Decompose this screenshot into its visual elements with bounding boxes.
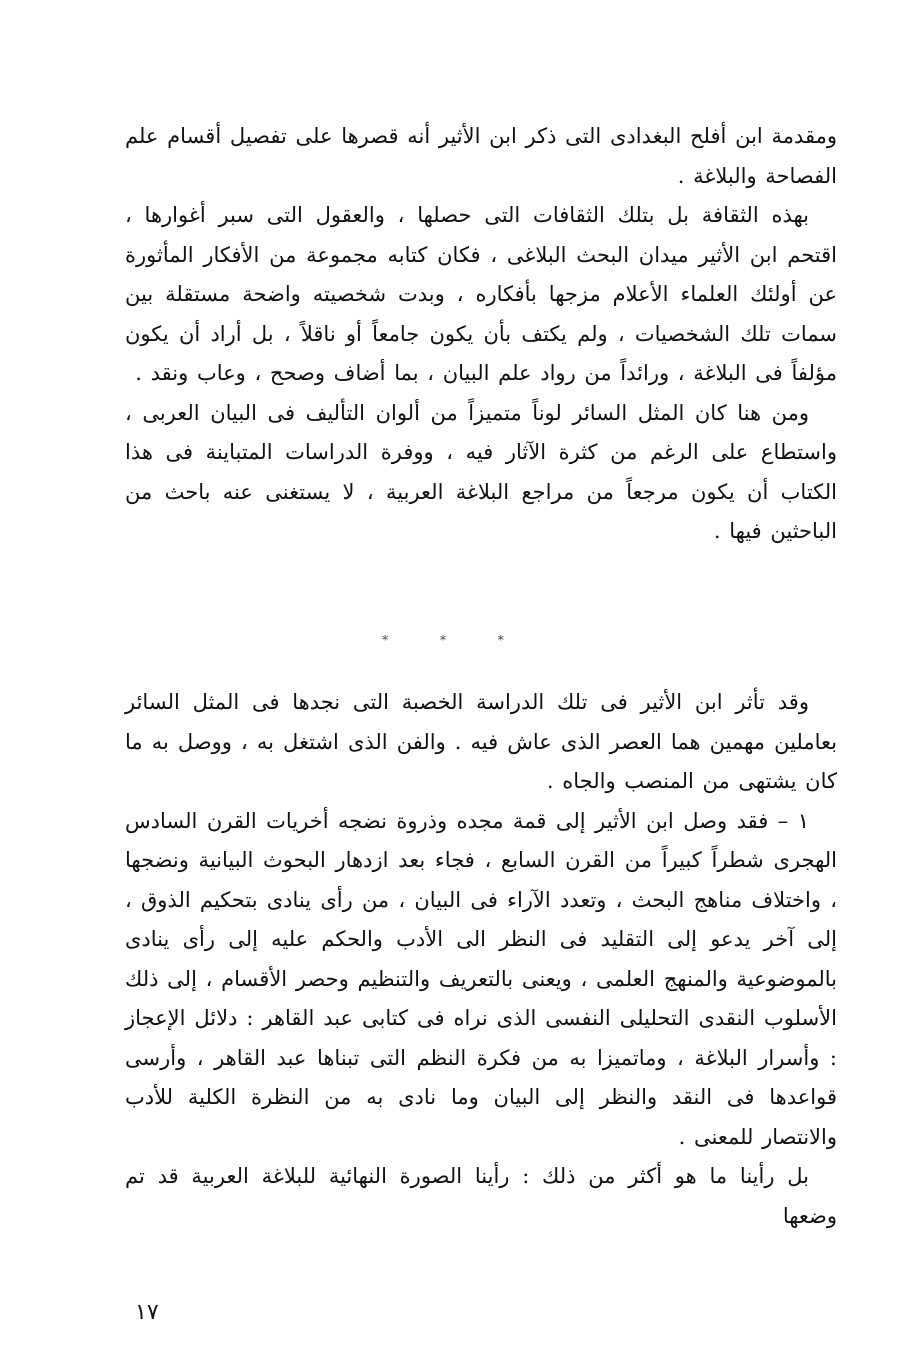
paragraph: بل رأينا ما هو أكثر من ذلك : رأينا الصورة النهائية للبلاغة العربية قد تم وضعها <box>125 1164 837 1228</box>
paragraph: ١ – فقد وصل ابن الأثير إلى قمة مجده وذروة نضجه أخريات القرن السادس الهجرى شطراً كبيراً من القرن السابع ، فجاء بعد ازدهار البحوث البيانية ونضجها ، واختلاف مناهج البحث ، وتعدد الآراء فى البيان ، من رأى ينادى بتحكيم الذوق ، إلى آخر يدعو إلى التقليد فى النظر الى الأدب والحكم عليه إلى رأى ينادى بالموضوعية والمنهج العلمى ، ويعنى بالتعريف والتنظيم وحصر الأقسام ، إلى ذلك الأسلوب النقدى التحليلى النفسى الذى نراه فى كتابى عبد القاهر : دلائل الإعجاز : وأسرار البلاغة ، وماتميزا به من فكرة النظم التى تبناها عبد القاهر ، وأرسى قواعدها فى النقد والنظر إلى البيان وما نادى به من النظرة الكلية للأدب والانتصار للمعنى . <box>125 808 837 1149</box>
paragraph: وقد تأثر ابن الأثير فى تلك الدراسة الخصبة التى نجدها فى المثل السائر بعاملين مهمين هما العصر الذى عاش فيه . والفن الذى اشتغل به ، ووصل به ما كان يشتهى من المنصب والجاه . <box>125 690 837 793</box>
section-separator: * * * <box>382 633 528 647</box>
paragraph: بهذه الثقافة بل بتلك الثقافات التى حصلها ، والعقول التى سبر أغوارها ، اقتحم ابن الأثير ميدان البحث البلاغى ، فكان كتابه مجموعة من الأفكار المأثورة عن أولئك العلماء الأعلام مزجها بأفكاره ، وبدت شخصيته واضحة مستقلة بين سمات تلك الشخصيات ، ولم يكتف بأن يكون جامعاً أو ناقلاً ، بل أراد أن يكون مؤلفاً فى البلاغة ، ورائداً من رواد علم البيان ، بما أضاف وصحح ، وعاب ونقد . <box>125 203 837 385</box>
page-number: ١٧ <box>135 1300 159 1325</box>
paragraph: ومقدمة ابن أفلح البغدادى التى ذكر ابن الأثير أنه قصرها على تفصيل أقسام علم الفصاحة والبلاغة . <box>125 124 837 188</box>
text-section-1 <box>125 117 837 552</box>
text-section-2 <box>125 683 837 1236</box>
paragraph: ومن هنا كان المثل السائر لوناً متميزاً من ألوان التأليف فى البيان العربى ، واستطاع على الرغم من كثرة الآثار فيه ، ووفرة الدراسات المتباينة فى هذا الكتاب أن يكون مرجعاً من مراجع البلاغة العربية ، لا يستغنى عنه باحث من الباحثين فيها . <box>125 400 837 543</box>
